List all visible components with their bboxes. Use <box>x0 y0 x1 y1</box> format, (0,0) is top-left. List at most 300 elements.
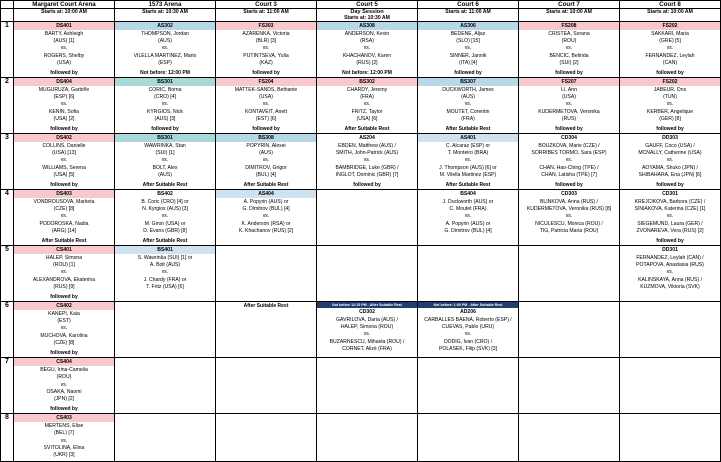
match-cell[interactable] <box>317 22 418 78</box>
match-code: DS401 <box>14 22 114 30</box>
match-code: FS204 <box>216 78 316 86</box>
vs-separator: vs. <box>565 213 573 220</box>
player-name: (SLO) [15] <box>456 38 480 45</box>
match-code: CD301 <box>620 190 720 198</box>
player-name: KALINSKAYA, Anna (RUS) / <box>638 276 702 283</box>
match-cell[interactable] <box>14 358 115 414</box>
vs-separator: vs. <box>363 101 371 108</box>
player-name: PUTINTSEVA, Yulia <box>243 52 289 59</box>
match-cell[interactable] <box>620 302 721 358</box>
match-code: BS301 <box>115 134 215 142</box>
vs-separator: vs. <box>60 437 68 444</box>
match-cell[interactable] <box>14 414 115 462</box>
row-number: 7 <box>1 358 14 414</box>
match-players <box>317 316 417 355</box>
match-players <box>519 86 619 125</box>
player-name: KYRGIOS, Nick <box>147 108 183 115</box>
player-name: BUZARNESCU, Mihaela (ROU) / <box>329 338 405 345</box>
player-name: B. Coric (CRO) [4] or <box>141 199 189 206</box>
vs-separator: vs. <box>666 213 674 220</box>
player-name: NICULESCU, Monica (ROU) / <box>535 220 603 227</box>
player-name: SMITH, John-Patrick (AUS) <box>335 150 399 157</box>
vs-separator: vs. <box>464 157 472 164</box>
match-players <box>115 30 215 69</box>
day-session-label: Day Session <box>350 9 384 15</box>
match-cell[interactable] <box>418 302 519 358</box>
vs-separator: vs. <box>666 269 674 276</box>
player-name: (GER) [8] <box>659 115 681 122</box>
followed-by-note: followed by <box>656 70 684 77</box>
followed-by-note: After Suitable Rest <box>142 182 188 189</box>
match-code: FS207 <box>519 78 619 86</box>
player-name: SVITOLINA, Elina <box>43 444 85 451</box>
player-name: CRISTEA, Sorana <box>548 31 590 37</box>
match-code: CS401 <box>14 246 114 254</box>
player-name: (CRO) [4] <box>154 94 176 101</box>
followed-by-note: followed by <box>555 182 583 189</box>
match-cell[interactable] <box>519 302 620 358</box>
match-cell[interactable] <box>216 190 317 246</box>
match-players <box>317 30 417 69</box>
match-cell[interactable] <box>115 22 216 78</box>
player-name: (ROU) <box>56 374 72 381</box>
player-name: A. Popyrin (AUS) or <box>243 199 289 206</box>
match-cell[interactable] <box>317 134 418 190</box>
court-header: 1573 Arena <box>115 1 216 9</box>
match-cell[interactable] <box>216 302 317 358</box>
match-code: DD301 <box>620 246 720 254</box>
followed-by-note: followed by <box>555 126 583 133</box>
row-number: 1 <box>1 22 14 78</box>
match-code: CD304 <box>519 134 619 142</box>
match-players <box>14 86 114 125</box>
match-cell[interactable] <box>317 302 418 358</box>
match-code: AD206 <box>418 308 518 316</box>
player-name: KUDERMETOVA, Veronika (RUS) [8] <box>526 206 612 213</box>
match-cell[interactable] <box>519 78 620 134</box>
player-name: (TUN) <box>663 94 677 101</box>
match-code: DS402 <box>14 134 114 142</box>
followed-by-note: Not before: 12:00 PM <box>140 70 190 77</box>
row-number: 5 <box>1 246 14 302</box>
match-cell[interactable] <box>317 246 418 302</box>
player-name: (RUS) [2] <box>356 59 378 66</box>
match-players <box>620 254 720 293</box>
player-name: (SUI) [2] <box>559 59 579 66</box>
match-code: AS302 <box>115 22 215 30</box>
player-name: POPYRIN, Alexei <box>246 143 286 150</box>
match-players <box>14 422 114 461</box>
player-name: (ITA) [4] <box>458 59 478 66</box>
player-name: HALEP, Simona (ROU) <box>340 324 394 331</box>
player-name: (EST) <box>57 318 71 325</box>
player-name: (USA) <box>562 94 576 101</box>
player-name: KREJCIKOVA, Barbora (CZE) / <box>634 199 706 206</box>
match-cell[interactable] <box>115 246 216 302</box>
match-players <box>519 142 619 181</box>
player-name: SINNER, Jannik <box>449 52 487 59</box>
followed-by-note: followed by <box>50 406 78 413</box>
followed-by-note: followed by <box>50 182 78 189</box>
player-name: CORIC, Borna <box>148 87 182 94</box>
followed-by-note: followed by <box>50 70 78 77</box>
match-players <box>519 198 619 237</box>
followed-by-note: After Suitable Rest <box>243 303 289 310</box>
vs-separator: vs. <box>464 45 472 52</box>
player-name: BEDENE, Aljaz <box>450 31 486 37</box>
match-cell[interactable] <box>216 246 317 302</box>
match-players <box>115 198 215 237</box>
match-players <box>216 30 316 69</box>
vs-separator: vs. <box>363 45 371 52</box>
match-code: AS306 <box>418 22 518 30</box>
player-name: COLLINS, Danielle <box>42 143 86 150</box>
match-players <box>14 366 114 405</box>
followed-by-note: followed by <box>353 182 381 189</box>
player-name: AZARENKA, Victoria <box>242 31 290 37</box>
player-name: (CZE) [8] <box>53 206 75 213</box>
followed-by-note: After Suitable Rest <box>445 182 491 189</box>
followed-by-note: followed by <box>151 126 179 133</box>
vs-separator: vs. <box>464 101 472 108</box>
match-cell[interactable] <box>216 78 317 134</box>
match-cell[interactable] <box>317 358 418 414</box>
player-name: (ESP) <box>158 59 172 66</box>
player-name: (ROU) [1] <box>53 262 75 269</box>
player-name: MATTEK-SANDS, Bethanie <box>234 87 298 94</box>
player-name: ALEXANDROVA, Ekaterina <box>32 276 96 283</box>
match-cell[interactable] <box>620 78 721 134</box>
row-number: 4 <box>1 190 14 246</box>
match-code: CD302 <box>317 308 417 316</box>
player-name: (BEL) [7] <box>53 430 75 437</box>
match-cell[interactable] <box>418 358 519 414</box>
player-name: CARBALLES BAENA, Roberto (ESP) / <box>424 317 512 324</box>
player-name: SIEGEMUND, Laura (GER) / <box>637 220 703 227</box>
player-name: ZVONAREVA, Vera (RUS) [2] <box>636 227 704 234</box>
player-name: ROGERS, Shelby <box>43 52 85 59</box>
court-start-time: Starts at: 10:00 AM <box>620 9 721 22</box>
vs-separator: vs. <box>666 45 674 52</box>
match-code: CS403 <box>14 414 114 422</box>
vs-separator: vs. <box>262 101 270 108</box>
player-name: (ESP) [6] <box>53 94 75 101</box>
corner-cell-2 <box>1 9 14 22</box>
match-cell[interactable] <box>14 22 115 78</box>
player-name: G. Dimitrov (BUL) [4] <box>242 206 290 213</box>
vs-separator: vs. <box>363 331 371 338</box>
match-code: FS202 <box>620 78 720 86</box>
match-cell[interactable] <box>519 134 620 190</box>
match-cell[interactable] <box>115 190 216 246</box>
player-name: (AUS) <box>158 171 172 178</box>
vs-separator: vs. <box>60 213 68 220</box>
player-name: DUCKWORTH, James <box>442 87 494 94</box>
match-players <box>317 86 417 125</box>
player-name: SHIBAHARA, Ena (JPN) [6] <box>638 171 702 178</box>
followed-by-note: After Suitable Rest <box>142 238 188 245</box>
vs-separator: vs. <box>161 269 169 276</box>
match-cell[interactable] <box>620 134 721 190</box>
match-players <box>418 86 518 125</box>
match-code: BS401 <box>115 246 215 254</box>
player-name: T. Monteiro (BRA) <box>447 150 489 157</box>
match-cell[interactable] <box>620 358 721 414</box>
match-cell[interactable] <box>519 190 620 246</box>
player-name: (USA) [6] <box>356 115 378 122</box>
player-name: J. Chardy (FRA) or <box>143 276 187 283</box>
match-cell[interactable] <box>519 22 620 78</box>
match-code: AS308 <box>317 22 417 30</box>
match-players <box>14 254 114 293</box>
match-players <box>216 198 316 237</box>
player-name: J. Duckworth (AUS) or <box>442 199 494 206</box>
match-cell[interactable] <box>115 78 216 134</box>
vs-separator: vs. <box>262 45 270 52</box>
vs-separator: vs. <box>565 157 573 164</box>
followed-by-note: followed by <box>555 70 583 77</box>
match-cell[interactable] <box>317 190 418 246</box>
match-cell[interactable] <box>620 246 721 302</box>
player-name: KERBER, Angelique <box>646 108 694 115</box>
player-name: WILLIAMS, Serena <box>42 164 86 171</box>
player-name: (AUS) <box>461 94 475 101</box>
match-players <box>14 142 114 181</box>
player-name: N. Kyrgios (AUS) [3] <box>142 206 188 213</box>
match-cell[interactable] <box>115 302 216 358</box>
match-players <box>14 198 114 237</box>
match-cell[interactable] <box>317 414 418 462</box>
followed-by-note: followed by <box>252 70 280 77</box>
match-cell[interactable] <box>620 414 721 462</box>
match-code: CS404 <box>14 358 114 366</box>
match-cell[interactable] <box>519 246 620 302</box>
player-name: POLASEK, Filip (SVK) [3] <box>438 345 498 352</box>
court-header: Court 5 <box>317 1 418 9</box>
player-name: K. Khachanov (RUS) [2] <box>238 227 294 234</box>
player-name: CHAN, Hao-Ching (TPE) / <box>539 164 599 171</box>
match-cell[interactable] <box>620 190 721 246</box>
vs-separator: vs. <box>60 269 68 276</box>
not-before-banner: Not before 12:15 PM - After Suitable Rest <box>317 302 417 308</box>
court-header: Court 7 <box>519 1 620 9</box>
player-name: VILELLA MARTINEZ, Mario <box>133 52 197 59</box>
match-cell[interactable] <box>115 414 216 462</box>
row-number: 8 <box>1 414 14 462</box>
match-cell[interactable] <box>14 246 115 302</box>
player-name: (ROU) <box>561 38 577 45</box>
player-name: (CZE) [8] <box>53 339 75 346</box>
player-name: KANEPI, Kaia <box>48 311 80 318</box>
player-name: BEGU, Irina-Camelia <box>40 367 88 374</box>
match-code: CS402 <box>14 302 114 310</box>
match-players <box>115 86 215 125</box>
followed-by-note: followed by <box>656 238 684 245</box>
player-name: BOLT, Alex <box>152 164 178 171</box>
followed-by-note: After Suitable Rest <box>243 182 289 189</box>
match-players <box>620 86 720 125</box>
player-name: FRITZ, Taylor <box>351 108 383 115</box>
match-code: DS404 <box>14 78 114 86</box>
followed-by-note: followed by <box>50 294 78 301</box>
match-players <box>418 142 518 181</box>
match-cell[interactable] <box>418 134 519 190</box>
player-name: (EST) [6] <box>255 115 277 122</box>
vs-separator: vs. <box>262 213 270 220</box>
player-name: CHARDY, Jeremy <box>346 87 388 94</box>
match-cell[interactable] <box>216 358 317 414</box>
player-name: (BUL) [4] <box>255 171 277 178</box>
match-cell[interactable] <box>115 134 216 190</box>
match-players <box>620 142 720 181</box>
player-name: ANDERSON, Kevin <box>344 31 390 37</box>
player-name: FERNANDEZ, Leylah (CAN) / <box>636 255 704 262</box>
vs-separator: vs. <box>161 157 169 164</box>
match-players <box>14 310 114 349</box>
player-name: C. Alcaraz (ESP) or <box>445 143 491 150</box>
player-name: JABEUR, Ons <box>653 87 687 94</box>
vs-separator: vs. <box>464 331 472 338</box>
player-name: (AUS) <box>158 38 172 45</box>
match-cell[interactable] <box>620 22 721 78</box>
match-cell[interactable] <box>317 78 418 134</box>
match-players <box>418 198 518 237</box>
match-players <box>418 30 518 69</box>
match-cell[interactable] <box>519 358 620 414</box>
match-players <box>317 142 417 181</box>
match-cell[interactable] <box>14 190 115 246</box>
match-cell[interactable] <box>216 134 317 190</box>
match-code: BS302 <box>317 78 417 86</box>
player-name: MOUTET, Corentin <box>446 108 490 115</box>
court-header: Court 8 <box>620 1 721 9</box>
match-cell[interactable] <box>418 22 519 78</box>
player-name: (AUS) [1] <box>53 38 75 45</box>
player-name: PODOROSKA, Nadia <box>39 220 89 227</box>
player-name: VONDROUSOVA, Marketa <box>33 199 95 206</box>
followed-by-note: After Suitable Rest <box>41 238 87 245</box>
followed-by-note: After Suitable Rest <box>445 126 491 133</box>
match-players <box>216 86 316 125</box>
match-code: AS401 <box>418 134 518 142</box>
player-name: MCNALLY, Catherine (USA) <box>638 150 702 157</box>
player-name: AOYAMA, Shuko (JPN) / <box>642 164 698 171</box>
player-name: CHAN, Latisha (TPE) [7] <box>541 171 597 178</box>
court-start-time <box>317 9 418 22</box>
player-name: SAKKARI, Maria <box>651 31 689 37</box>
player-name: (GRE) [5] <box>659 38 681 45</box>
player-name: CUEVAS, Pablo (URU) <box>441 324 495 331</box>
player-name: A. Bolt (AUS) <box>149 262 181 269</box>
player-name: HALEP, Simona <box>45 255 83 262</box>
player-name: BARTY, Ashleigh <box>44 31 84 37</box>
match-cell[interactable] <box>418 190 519 246</box>
match-code: BS307 <box>418 78 518 86</box>
match-cell[interactable] <box>216 22 317 78</box>
match-players <box>418 316 518 355</box>
vs-separator: vs. <box>60 157 68 164</box>
player-name: (USA) <box>259 94 273 101</box>
player-name: OSAKA, Naomi <box>46 388 82 395</box>
match-cell[interactable] <box>14 78 115 134</box>
match-cell[interactable] <box>14 302 115 358</box>
player-name: (AUS) <box>259 150 273 157</box>
match-cell[interactable] <box>418 78 519 134</box>
player-name: D. Evans (GBR) [8] <box>143 227 187 234</box>
match-cell[interactable] <box>14 134 115 190</box>
vs-separator: vs. <box>565 45 573 52</box>
match-code: DD303 <box>620 134 720 142</box>
match-players <box>115 142 215 181</box>
player-name: (FRA) <box>360 94 374 101</box>
player-name: T. Fritz (USA) [6] <box>146 283 184 290</box>
player-name: SINIAKOVA, Katerina (CZE) [1] <box>634 206 706 213</box>
vs-separator: vs. <box>60 45 68 52</box>
not-before-banner: Not before: 1:00 PM - After Suitable Rest <box>418 302 518 308</box>
player-name: TIG, Patricia Maria (ROU) <box>539 227 599 234</box>
match-code: BS308 <box>216 134 316 142</box>
player-name: C. Moutet (FRA) <box>449 206 487 213</box>
match-cell[interactable] <box>418 246 519 302</box>
player-name: GAVRILOVA, Daria (AUS) / <box>336 317 398 324</box>
player-name: THOMPSON, Jordan <box>141 31 189 37</box>
match-cell[interactable] <box>418 414 519 462</box>
match-players <box>216 142 316 181</box>
vs-separator: vs. <box>60 381 68 388</box>
court-start-time: Starts at: 11:00 AM <box>216 9 317 22</box>
player-name: KUDERMETOVA, Veronika <box>538 108 600 115</box>
row-number: 2 <box>1 78 14 134</box>
player-name: BENCIC, Belinda <box>549 52 589 59</box>
vs-separator: vs. <box>363 157 371 164</box>
court-header: Margaret Court Arena <box>14 1 115 9</box>
player-name: POTAPOVA, Anastasia (RUS) <box>636 262 704 269</box>
match-players <box>115 254 215 293</box>
row-number: 3 <box>1 134 14 190</box>
player-name: KENIN, Sofia <box>48 108 79 115</box>
match-code: FS202 <box>620 22 720 30</box>
player-name: DIMITROV, Grigor <box>245 164 287 171</box>
player-name: (JPN) [2] <box>53 395 75 402</box>
match-cell[interactable] <box>115 358 216 414</box>
player-name: (RUS) <box>561 115 577 122</box>
followed-by-note: After Suitable Rest <box>344 126 390 133</box>
match-code: BS402 <box>115 190 215 198</box>
player-name: EBDEN, Matthew (AUS) / <box>338 143 396 150</box>
vs-separator: vs. <box>666 101 674 108</box>
player-name: (USA) [2] <box>53 115 75 122</box>
player-name: (USA) [5] <box>53 171 75 178</box>
court-start-time: Starts at: 10:30 AM <box>115 9 216 22</box>
player-name: (RUS) [9] <box>53 283 75 290</box>
start-time-text: Starts at: 10:30 AM <box>344 15 390 21</box>
court-header: Court 3 <box>216 1 317 9</box>
followed-by-note: followed by <box>50 126 78 133</box>
followed-by-note: followed by <box>454 70 482 77</box>
player-name: M. Giron (USA) or <box>144 220 186 227</box>
vs-separator: vs. <box>161 45 169 52</box>
player-name: G. Dimitrov (BUL) [4] <box>444 227 492 234</box>
player-name: KHACHANOV, Karen <box>342 52 392 59</box>
player-name: A. Popyrin (AUS) or <box>445 220 491 227</box>
match-cell[interactable] <box>519 414 620 462</box>
vs-separator: vs. <box>161 213 169 220</box>
player-name: SORRIBES TORMO, Sara (ESP) <box>531 150 607 157</box>
player-name: BAMBRIDGE, Luke (GBR) / <box>335 164 399 171</box>
match-code: DS403 <box>14 190 114 198</box>
match-cell[interactable] <box>216 414 317 462</box>
player-name: (BLR) [3] <box>255 38 277 45</box>
